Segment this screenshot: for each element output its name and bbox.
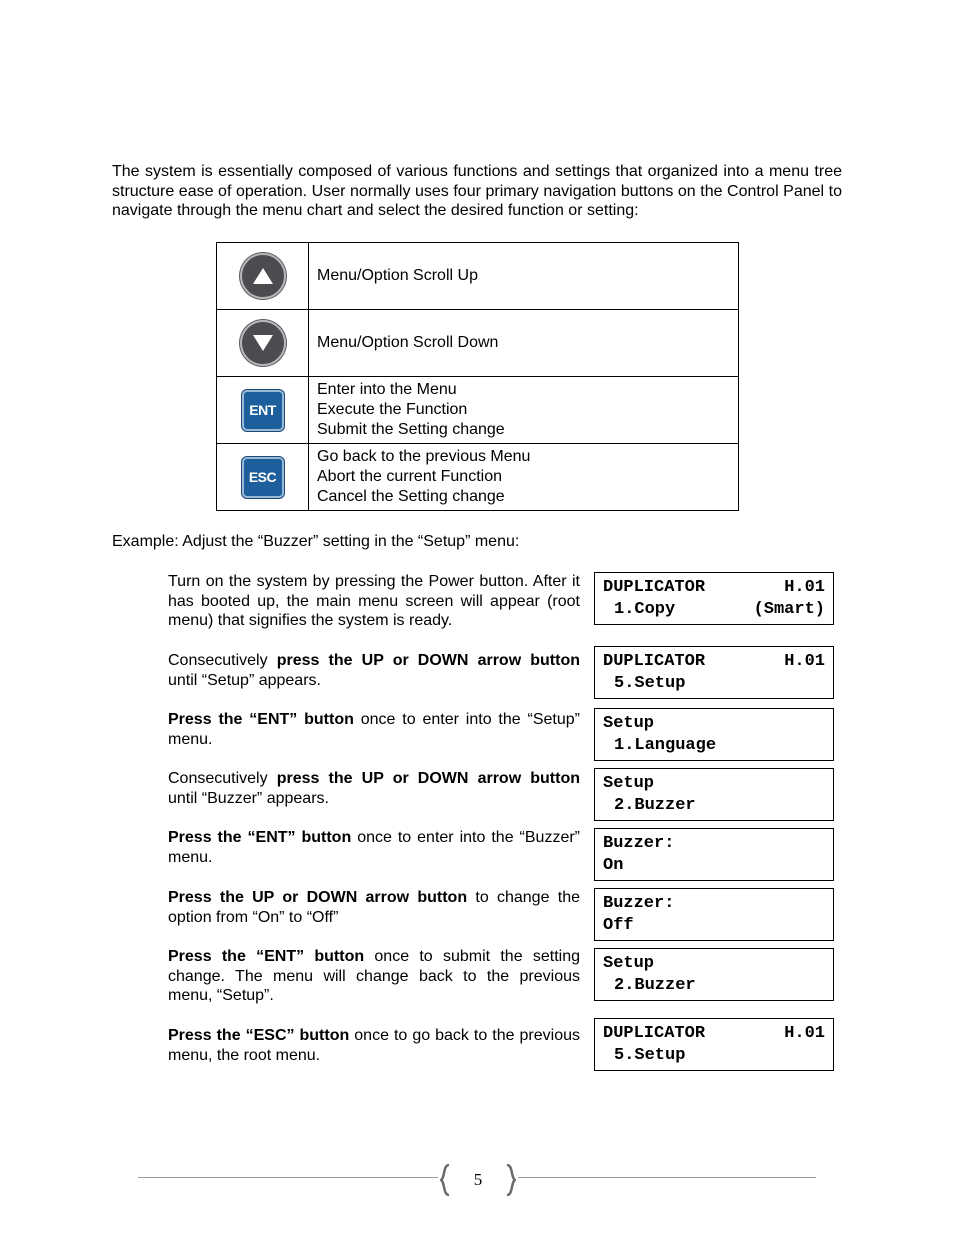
description-cell xyxy=(309,310,739,377)
lcd-screen xyxy=(594,948,834,1001)
step-text-segment: until “Setup” appears. xyxy=(168,671,321,689)
step-text xyxy=(168,1026,580,1065)
step-text-bold: Press the “ESC” button xyxy=(168,1027,350,1044)
left-bracket-icon xyxy=(440,1164,450,1196)
lcd-line-right: H.01 xyxy=(784,1024,825,1043)
lcd-line-left: DUPLICATOR xyxy=(603,1024,706,1043)
description-line: Execute the Function xyxy=(317,401,468,418)
description-cell xyxy=(309,444,739,511)
lcd-line-left: 2.Buzzer xyxy=(614,976,696,995)
footer-rule-left xyxy=(138,1177,438,1178)
step-text-segment: once to enter into the “Setup” menu. xyxy=(168,711,580,748)
table-row xyxy=(217,377,739,444)
lcd-line-left: DUPLICATOR xyxy=(603,578,706,597)
lcd-line-left: Setup xyxy=(603,954,655,973)
description-line: Enter into the Menu xyxy=(317,381,457,398)
description-line: Go back to the previous Menu xyxy=(317,448,531,465)
step-text xyxy=(168,710,580,749)
icon-cell xyxy=(217,243,309,310)
lcd-line-right: H.01 xyxy=(784,578,825,597)
description-cell xyxy=(309,243,739,310)
description-line: Submit the Setting change xyxy=(317,421,505,438)
step-text xyxy=(168,769,580,808)
lcd-line-left: 1.Copy xyxy=(614,600,676,619)
step-text-bold: Press the “ENT” button xyxy=(168,829,352,846)
table-row xyxy=(217,310,739,377)
lcd-line-left: Buzzer: xyxy=(603,834,675,853)
step-text xyxy=(168,888,580,927)
lcd-line-left: Setup xyxy=(603,714,655,733)
step-text xyxy=(168,572,580,631)
lcd-screen xyxy=(594,572,834,625)
lcd-line-left: DUPLICATOR xyxy=(603,652,706,671)
lcd-line-left: 2.Buzzer xyxy=(614,796,696,815)
lcd-line-left: 5.Setup xyxy=(614,1046,686,1065)
intro-paragraph: The system is essentially composed of various functions and settings that organized into a menu tree structure ease of operation. User normally uses four primary navigation buttons on the Control Panel to navigate through the menu chart and select the desired function or setting: xyxy=(112,163,842,219)
step-text-bold: Press the “ENT” button xyxy=(168,948,365,965)
lcd-screen xyxy=(594,646,834,699)
step-text-segment: Consecutively xyxy=(168,770,277,787)
lcd-screen xyxy=(594,888,834,941)
description-cell xyxy=(309,377,739,444)
table-row xyxy=(217,444,739,511)
lcd-line-right: H.01 xyxy=(784,652,825,671)
lcd-line-left: On xyxy=(603,856,624,875)
lcd-line-left: Off xyxy=(603,916,634,935)
lcd-screen xyxy=(594,1018,834,1071)
step-text-segment: once to go back to the previous menu, the root menu. xyxy=(168,1027,581,1064)
description-line: Menu/Option Scroll Down xyxy=(317,334,499,351)
ent-key-icon: ENT xyxy=(242,390,284,431)
esc-key-icon: ESC xyxy=(242,457,284,498)
description-line: Abort the current Function xyxy=(317,468,502,485)
icon-cell xyxy=(217,377,309,444)
step-text-segment: to change the option from “On” to “Off” xyxy=(168,889,580,926)
table-row xyxy=(217,243,739,310)
right-bracket-icon xyxy=(506,1164,516,1196)
lcd-line-left: Buzzer: xyxy=(603,894,675,913)
footer-rule-right xyxy=(518,1177,816,1178)
lcd-screen xyxy=(594,768,834,821)
step-text xyxy=(168,828,580,867)
lcd-screen xyxy=(594,708,834,761)
step-text-segment: Consecutively xyxy=(168,652,277,669)
lcd-line-right: (Smart) xyxy=(753,600,825,619)
step-text xyxy=(168,947,580,1006)
step-text-bold: press the UP or DOWN arrow button xyxy=(276,770,581,787)
navigation-buttons-table xyxy=(216,242,739,511)
up-arrow-icon xyxy=(240,253,286,299)
step-text-bold: Press the “ENT” button xyxy=(168,711,354,728)
lcd-line-left: 1.Language xyxy=(614,736,717,755)
icon-cell xyxy=(217,444,309,511)
lcd-line-left: Setup xyxy=(603,774,655,793)
description-line: Menu/Option Scroll Up xyxy=(317,267,478,284)
step-text xyxy=(168,651,580,690)
step-text-segment: once to enter into the “Buzzer” menu. xyxy=(168,829,580,866)
lcd-line-left: 5.Setup xyxy=(614,674,686,693)
example-heading: Example: Adjust the “Buzzer” setting in the “Setup” menu: xyxy=(112,533,520,550)
description-line: Cancel the Setting change xyxy=(317,488,505,505)
lcd-screen xyxy=(594,828,834,881)
step-text-bold: press the UP or DOWN arrow button xyxy=(276,652,581,669)
page-number: 5 xyxy=(473,1170,483,1189)
down-arrow-icon xyxy=(240,320,286,366)
step-text-segment: until “Buzzer” appears. xyxy=(168,789,329,807)
step-text-segment: once to submit the setting change. The menu will change back to the previous menu, “Setup”. xyxy=(168,948,580,1004)
step-text-segment: Turn on the system by pressing the Power button. After it has booted up, the main menu screen will appear (root menu) that signifies the system is ready. xyxy=(168,573,580,629)
icon-cell xyxy=(217,310,309,377)
step-text-bold: Press the UP or DOWN arrow button xyxy=(168,889,468,906)
